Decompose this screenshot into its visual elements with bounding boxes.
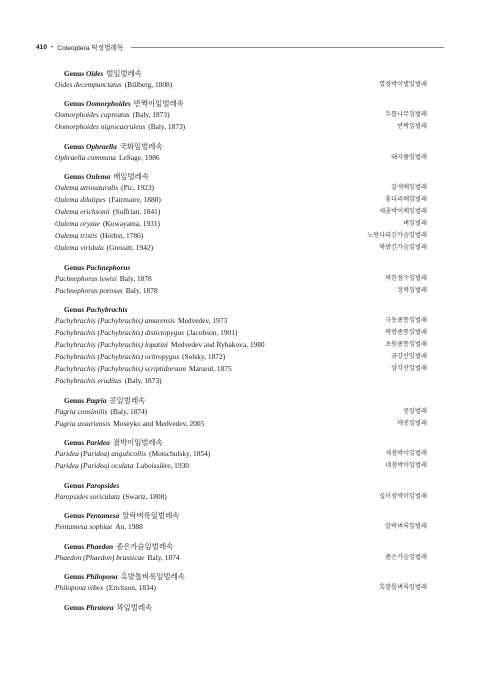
page-number: 410: [36, 43, 48, 51]
species-author: (Suffrian, 1841): [112, 207, 161, 216]
genus-group: [55, 396, 427, 430]
species-name: Oulema dilutipes: [55, 195, 106, 204]
species-korean-name: 두릅나무잎벌레: [385, 111, 427, 118]
species-row: [55, 460, 427, 472]
species-row: [55, 121, 427, 133]
species-name: Oulema tristis: [55, 231, 98, 240]
species-name: Pachybrachis (Pachybrachis) scriptidorsum: [55, 364, 186, 373]
genus-name: Phaedon: [86, 541, 114, 551]
genus-heading: [55, 511, 427, 521]
species-entry: [55, 285, 158, 297]
species-author: (Kuwayama, 1931): [102, 219, 161, 228]
species-row: [55, 194, 427, 206]
genus-heading: [55, 572, 427, 582]
species-korean-name: 열점박이별잎벌레: [379, 80, 427, 88]
species-author: (Baly, 1873): [132, 110, 170, 119]
genus-name: Paridea: [86, 438, 110, 447]
genus-name: Philopona: [86, 572, 118, 581]
genus-group: [55, 305, 427, 387]
species-entry: [55, 363, 232, 375]
species-name: Oomorphoides cupreatus: [55, 110, 130, 119]
species-korean-name: 극동좀통잎벌레: [385, 317, 427, 324]
species-row: [55, 491, 427, 503]
genus-name: Pachybrachis: [86, 305, 128, 314]
genus-group: [55, 542, 427, 564]
species-row: [55, 109, 427, 121]
genus-label: Genus: [64, 68, 85, 78]
species-korean-name: 네점박이잎벌레: [385, 462, 427, 469]
species-entry: [55, 406, 147, 418]
species-row: [55, 351, 427, 363]
genus-heading: [55, 396, 427, 406]
genus-label: Genus: [64, 262, 85, 272]
species-row: [55, 552, 427, 564]
genus-name: Paropsides: [86, 480, 120, 490]
species-korean-name: 노랑다리긴가슴잎벌레: [367, 232, 427, 239]
species-entry: [55, 152, 160, 164]
genus-group: [55, 172, 427, 254]
species-row: [55, 152, 427, 164]
species-korean-name: 북한점수잎벌레: [385, 274, 427, 282]
species-entry: [55, 242, 153, 254]
species-row: [55, 218, 427, 230]
species-korean-name: 북방좀통잎벌레: [385, 329, 427, 336]
genus-korean-name: 점박이잎벌레속: [112, 438, 163, 447]
species-name: Pachybrachis (Pachybrachis) amurensis: [55, 316, 176, 325]
species-row: [55, 327, 427, 339]
species-row: [55, 448, 427, 460]
genus-label: Genus: [64, 438, 85, 447]
genus-name: Phratora: [86, 602, 114, 612]
species-author: Baly, 1878: [119, 273, 152, 283]
species-entry: [55, 327, 237, 339]
species-author: Moseyko and Medvedev, 2005: [113, 418, 205, 428]
species-row: [55, 315, 427, 327]
species-name: Paridea (Paridea) angulicollis: [55, 449, 147, 458]
genus-heading: [55, 603, 427, 613]
species-entry: [55, 418, 204, 430]
genus-label: Genus: [64, 305, 85, 314]
species-entry: [55, 582, 156, 594]
genus-heading: [55, 305, 427, 315]
header-title: Coleoptera 딱정벌레목: [57, 45, 124, 52]
species-korean-name: 세줄박이배잎벌레: [379, 208, 427, 215]
species-author: (Solsky, 1872): [182, 352, 226, 361]
species-author: Laboissière, 1930: [136, 461, 189, 470]
species-row: [55, 339, 427, 351]
genus-group: [55, 263, 427, 297]
genus-name: Oomorphoides: [86, 99, 131, 108]
species-name: Pachybrachis (Pachybrachis) ochropygus: [55, 352, 180, 361]
genus-label: Genus: [64, 172, 85, 181]
genus-group: [55, 142, 427, 164]
species-author: (Baly, 1873): [124, 376, 162, 385]
genus-korean-name: 좀은가슴잎벌레속: [116, 541, 174, 551]
species-row: [55, 375, 427, 387]
species-author: (Baly, 1874): [110, 406, 148, 416]
species-name: Oomorphoides nigrocaeruleus: [55, 122, 146, 131]
species-entry: [55, 552, 179, 564]
species-author: Baly, 1874: [147, 552, 180, 562]
genus-heading: [55, 99, 427, 109]
genus-label: Genus: [64, 395, 85, 405]
species-name: Oulema viridula: [55, 243, 104, 252]
genus-group: [55, 511, 427, 533]
species-row: [55, 273, 427, 285]
genus-heading: [55, 172, 427, 182]
species-entry: [55, 521, 143, 533]
genus-group: [55, 572, 427, 594]
species-korean-name: 좀은가슴잎벌레: [385, 553, 427, 561]
species-author: (Erichson, 1834): [106, 583, 156, 592]
species-korean-name: 콩잎벌레: [403, 407, 427, 415]
genus-name: Oulema: [86, 172, 111, 181]
species-author: (Motschulsky, 1854): [149, 449, 211, 458]
species-row: [55, 285, 427, 297]
genus-heading: [55, 542, 427, 552]
species-korean-name: 초원좀통잎벌레: [385, 341, 427, 348]
species-name: Phaedon (Phaedon) brassicae: [55, 552, 145, 562]
genus-label: Genus: [64, 541, 85, 551]
species-row: [55, 79, 427, 91]
species-name: Paropsides soriculata: [55, 491, 120, 501]
header-rule: [131, 47, 444, 48]
species-row: [55, 418, 427, 430]
genus-korean-name: 벌잎벌레속: [106, 68, 142, 78]
species-author: (Gressitt, 1942): [106, 243, 154, 252]
species-name: Oulema oryzae: [55, 219, 100, 228]
species-korean-name: 알락벼룩잎벌레: [385, 523, 427, 530]
species-korean-name: 정북잎벌레: [397, 286, 427, 294]
species-name: Oulema erichsonii: [55, 207, 110, 216]
genus-label: Genus: [64, 141, 85, 151]
species-row: [55, 363, 427, 375]
species-entry: [55, 273, 152, 285]
species-name: Pachybrachis (Pachybrachis) lopatini: [55, 340, 168, 349]
species-name: Oides decempunctatus: [55, 79, 122, 89]
species-korean-name: 반짝잎벌레: [397, 123, 427, 130]
genus-label: Genus: [64, 511, 85, 520]
species-name: Pachybrachis eruditus: [55, 376, 122, 385]
species-korean-name: 애콩잎벌레: [397, 419, 427, 427]
genus-label: Genus: [64, 480, 85, 490]
species-author: An, 1988: [115, 522, 143, 531]
genus-name: Oides: [86, 68, 104, 78]
species-korean-name: 갈색배잎벌레: [391, 184, 427, 191]
genus-group: [55, 481, 427, 503]
species-korean-name: 흑발톱벼룩잎벌레: [379, 584, 427, 591]
species-row: [55, 521, 427, 533]
genus-korean-name: 흑발톱벼룩잎벌레속: [120, 572, 185, 581]
genus-korean-name: 국화잎벌레속: [119, 141, 163, 151]
species-list: [55, 60, 427, 613]
species-row: [55, 182, 427, 194]
species-row: [55, 206, 427, 218]
genus-group: [55, 99, 427, 133]
species-entry: [55, 182, 154, 194]
species-author: Marseul, 1875: [188, 364, 232, 373]
species-entry: [55, 460, 189, 472]
species-name: Oulema atrosuturalis: [55, 183, 119, 192]
genus-heading: [55, 263, 427, 273]
species-korean-name: 돼지풀잎벌레: [391, 153, 427, 161]
species-entry: [55, 206, 160, 218]
species-korean-name: 벼잎벌레: [403, 220, 427, 227]
header-separator: •: [51, 43, 54, 51]
genus-group: [55, 69, 427, 91]
species-author: Medvedev, 1973: [178, 316, 228, 325]
species-korean-name: 세점박이잎벌레: [385, 450, 427, 457]
species-entry: [55, 315, 227, 327]
species-korean-name: 북방긴가슴잎벌레: [379, 244, 427, 251]
species-entry: [55, 491, 167, 503]
species-author: (Billberg, 1808): [124, 79, 173, 89]
species-name: Paridea (Paridea) oculata: [55, 461, 134, 470]
species-entry: [55, 339, 265, 351]
species-author: (Baly, 1873): [148, 122, 186, 131]
genus-heading: [55, 69, 427, 79]
page-header: [36, 41, 444, 53]
species-entry: [55, 79, 172, 91]
genus-korean-name: 반짝이잎벌레속: [133, 99, 184, 108]
species-korean-name: 십이점박이잎벌레: [379, 492, 427, 500]
genus-heading: [55, 438, 427, 448]
species-entry: [55, 194, 161, 206]
genus-name: Ophraella: [86, 141, 117, 151]
genus-group: [55, 603, 427, 613]
genus-label: Genus: [64, 572, 85, 581]
genus-name: Pagria: [86, 395, 107, 405]
species-author: LeSage, 1986: [118, 152, 160, 162]
species-name: Pachnephorus lewisi: [55, 273, 117, 283]
species-author: (Pic, 1923): [121, 183, 155, 192]
species-author: Medvedev and Rybakova, 1980: [170, 340, 265, 349]
species-name: Pentamesa sophiae: [55, 522, 113, 531]
genus-name: Pachnephorus: [86, 262, 131, 272]
genus-name: Pentamesa: [86, 511, 120, 520]
species-entry: [55, 218, 160, 230]
species-entry: [55, 230, 143, 242]
species-name: Philopona vibex: [55, 583, 104, 592]
species-row: [55, 230, 427, 242]
species-author: (Herbst, 1786): [100, 231, 144, 240]
species-author: (Jacobson, 1901): [186, 328, 238, 337]
species-name: Pachybrachis (Pachybrachis) distictopygus: [55, 328, 184, 337]
species-author: Baly, 1878: [125, 285, 158, 295]
species-entry: [55, 109, 170, 121]
genus-label: Genus: [64, 602, 85, 612]
species-author: (Swartz, 1808): [122, 491, 167, 501]
species-row: [55, 242, 427, 254]
species-korean-name: 삼각산잎벌레: [391, 365, 427, 372]
species-row: [55, 582, 427, 594]
genus-korean-name: 콩잎벌레속: [109, 395, 146, 405]
species-entry: [55, 121, 185, 133]
species-entry: [55, 351, 225, 363]
genus-group: [55, 438, 427, 472]
species-author: (Fairmaire, 1888): [108, 195, 161, 204]
species-name: Ophraella communa: [55, 152, 116, 162]
species-name: Pagria consimilis: [55, 406, 108, 416]
species-entry: [55, 448, 210, 460]
genus-korean-name: 배잎벌레속: [113, 172, 149, 181]
species-name: Pagria ussuriensis: [55, 418, 111, 428]
genus-label: Genus: [64, 99, 85, 108]
genus-heading: [55, 142, 427, 152]
species-korean-name: 홍다리배잎벌레: [385, 196, 427, 203]
genus-korean-name: 알락벼룩잎벌레속: [122, 511, 180, 520]
species-row: [55, 406, 427, 418]
species-name: Pachnephorus porosus: [55, 285, 123, 295]
species-entry: [55, 375, 162, 387]
genus-korean-name: 꽈잎벌레속: [116, 602, 153, 612]
genus-heading: [55, 481, 427, 491]
species-korean-name: 금강산잎벌레: [391, 353, 427, 360]
